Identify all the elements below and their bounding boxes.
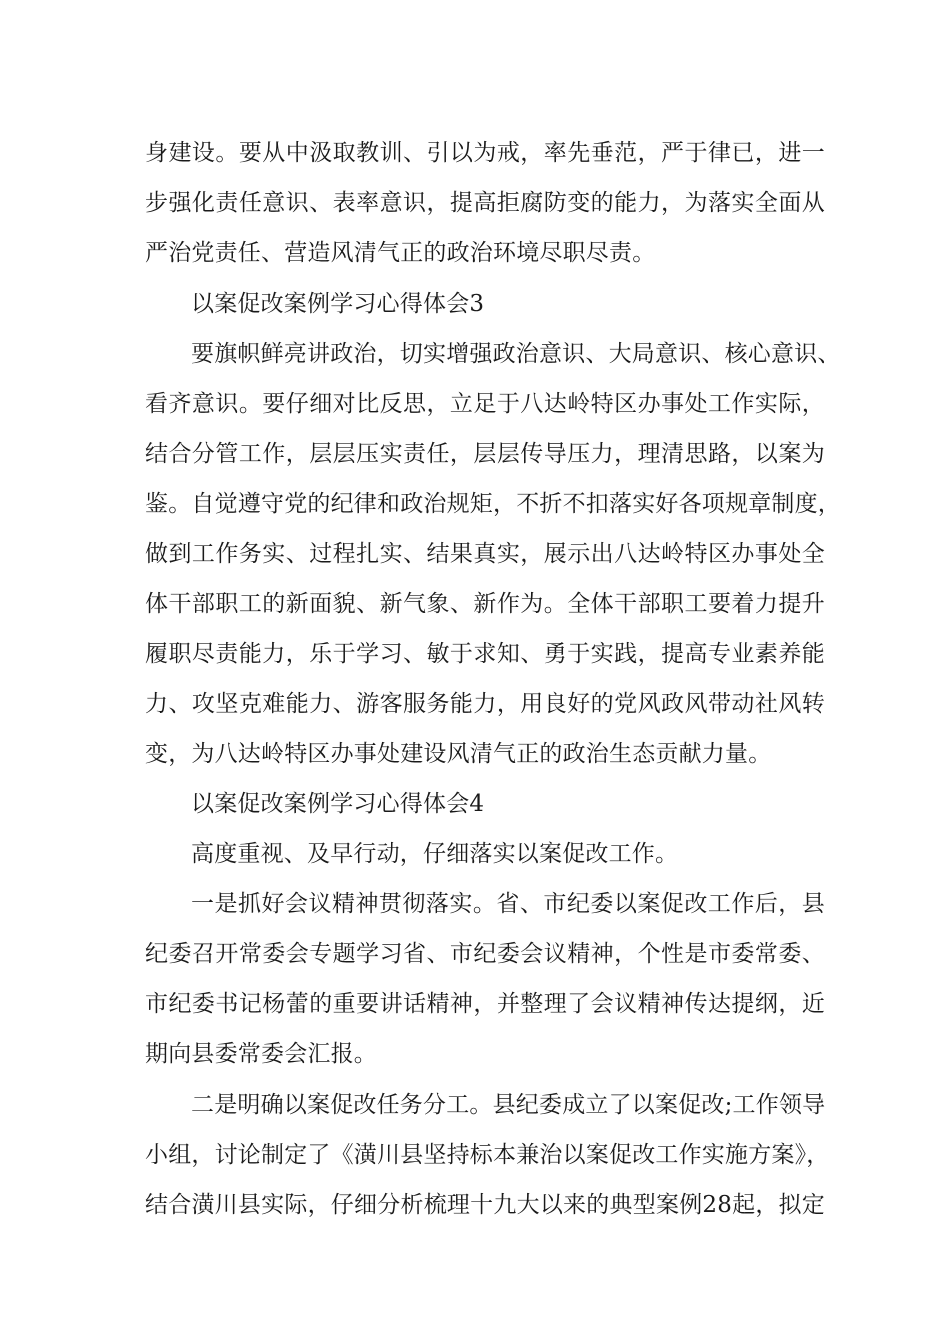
- section-heading: 以案促改案例学习心得体会3: [191, 291, 485, 317]
- paragraph-line: 二是明确以案促改任务分工。县纪委成立了以案促改;工作领导: [191, 1092, 826, 1118]
- section-heading: 以案促改案例学习心得体会4: [191, 791, 485, 817]
- paragraph-line: 结合潢川县实际，仔细分析梳理十九大以来的典型案例28起，拟定: [145, 1192, 825, 1218]
- paragraph-line: 期向县委常委会汇报。: [145, 1041, 377, 1067]
- paragraph-line: 要旗帜鲜亮讲政治，切实增强政治意识、大局意识、核心意识、: [191, 341, 841, 367]
- paragraph-line: 变，为八达岭特区办事处建设风清气正的政治生态贡献力量。: [145, 741, 772, 767]
- paragraph-line: 看齐意识。要仔细对比反思，立足于八达岭特区办事处工作实际，: [145, 391, 825, 417]
- paragraph-line: 一是抓好会议精神贯彻落实。省、市纪委以案促改工作后，县: [191, 891, 825, 917]
- paragraph-line: 履职尽责能力，乐于学习、敏于求知、勇于实践，提高专业素养能: [145, 641, 825, 667]
- paragraph-line: 步强化责任意识、表率意识，提高拒腐防变的能力，为落实全面从: [145, 190, 825, 216]
- paragraph-line: 市纪委书记杨蕾的重要讲话精神，并整理了会议精神传达提纲，近: [145, 991, 825, 1017]
- paragraph-line: 做到工作务实、过程扎实、结果真实，展示出八达岭特区办事处全: [145, 541, 825, 567]
- paragraph-line: 高度重视、及早行动，仔细落实以案促改工作。: [191, 841, 679, 867]
- paragraph-line: 结合分管工作，层层压实责任，层层传导压力，理清思路，以案为: [145, 441, 825, 467]
- paragraph-line: 小组，讨论制定了《潢川县坚持标本兼治以案促改工作实施方案》，: [145, 1142, 830, 1168]
- paragraph-line: 身建设。要从中汲取教训、引以为戒，率先垂范，严于律已，进一: [145, 140, 825, 166]
- paragraph-line: 纪委召开常委会专题学习省、市纪委会议精神，个性是市委常委、: [145, 941, 825, 967]
- paragraph-line: 鉴。自觉遵守党的纪律和政治规矩，不折不扣落实好各项规章制度，: [145, 491, 841, 517]
- paragraph-line: 体干部职工的新面貌、新气象、新作为。全体干部职工要着力提升: [145, 591, 825, 617]
- paragraph-line: 严治党责任、营造风清气正的政治环境尽职尽责。: [145, 240, 656, 266]
- paragraph-line: 力、攻坚克难能力、游客服务能力，用良好的党风政风带动社风转: [145, 691, 825, 717]
